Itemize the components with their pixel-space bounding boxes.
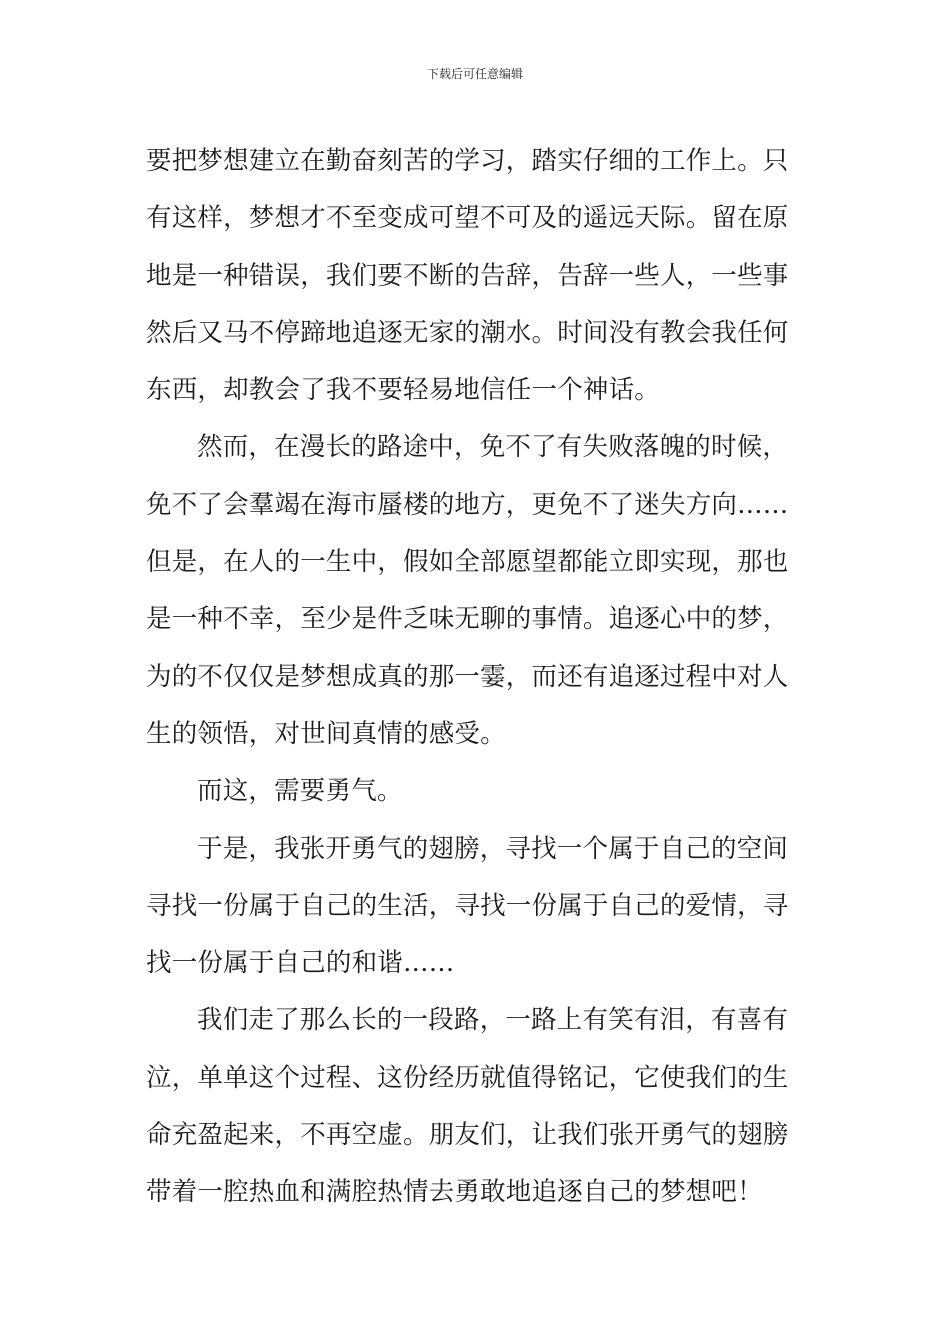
text-line: 东西，却教会了我不要轻易地信任一个神话。: [146, 375, 661, 406]
text-line: 于是，我张开勇气的翅膀，寻找一个属于自己的空间: [197, 833, 789, 864]
text-line: 为的不仅仅是梦想成真的那一霎，而还有追逐过程中对人: [146, 661, 789, 692]
text-line: 免不了会羣竭在海市蜃楼的地方，更免不了迷失方向……: [146, 489, 789, 520]
text-line: 然而，在漫长的路途中，免不了有失败落魄的时候，: [197, 432, 789, 463]
text-line: 命充盈起来，不再空虚。朋友们，让我们张开勇气的翅膀: [146, 1120, 789, 1151]
text-line: 我们走了那么长的一段路，一路上有笑有泪，有喜有: [197, 1005, 789, 1036]
text-line: 而这，需要勇气。: [197, 776, 403, 807]
text-line: 但是，在人的一生中，假如全部愿望都能立即实现，那也: [146, 547, 789, 578]
text-line: 然后又马不停蹄地追逐无家的潮水。时间没有教会我任何: [146, 317, 789, 348]
text-line: 地是一种错误，我们要不断的告辞，告辞一些人，一些事: [146, 260, 789, 291]
text-line: 带着一腔热血和满腔热情去勇敢地追逐自己的梦想吧！: [146, 1177, 763, 1208]
page-header: 下载后可任意编辑: [426, 67, 523, 81]
text-line: 生的领悟，对世间真情的感受。: [146, 718, 506, 749]
text-line: 是一种不幸，至少是件乏味无聊的事情。追逐心中的梦，: [146, 604, 789, 635]
text-line: 寻找一份属于自己的生活，寻找一份属于自己的爱情，寻: [146, 890, 789, 921]
document-body: [146, 133, 812, 1222]
text-line: 有这样，梦想才不至变成可望不可及的遥远天际。留在原: [146, 203, 789, 234]
text-line: 泣，单单这个过程、这份经历就值得铭记，它使我们的生: [146, 1062, 789, 1093]
text-line: 找一份属于自己的和谐……: [146, 948, 455, 979]
text-line: 要把梦想建立在勤奋刻苦的学习，踏实仔细的工作上。只: [146, 146, 789, 176]
